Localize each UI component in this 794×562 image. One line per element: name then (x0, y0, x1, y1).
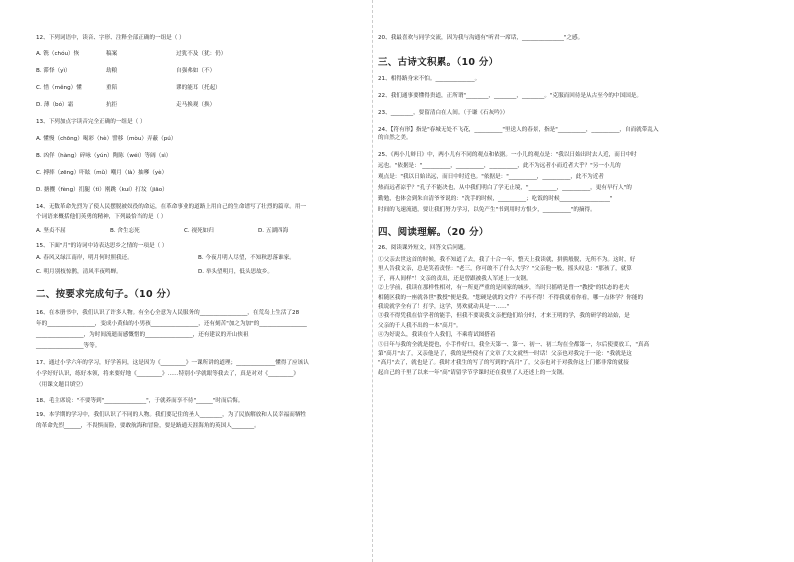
q12-option-d: D. 薄（bó）霜 抗拒 走马换观（换） (36, 102, 216, 108)
q16: 16、在本册书中，我们认识了许多人物。有全心全意为人民服务的_________________，在荒岛上生活了28 年的_________________，变成小黄仙的小男孩_________________，还有刻苦"加之为加"的_________________ _________________，为时间流逝而感慨惜的_________________，还有建议的开山侠祖 _________________等等。 (36, 310, 307, 349)
q15-stem: 15、下面"月"的诗词中诗表达思乡之情的一项是（ ） (36, 243, 168, 249)
column-divider (372, 0, 373, 562)
q13-option-a: A. 懂慢（chōng）喝彩（hè）譬移（mòu）弄蔽（pú） (36, 136, 177, 142)
q25: 25、《两小儿辩日》中，两小儿有不同的观点和依据。一小儿的观点是："我以日始出时去人近，而日中时 远也。"依据是："__________，__________，__________，此不为远者小而近者大乎？"另一小儿的 观点是："我以日始出远，而日中时近也。"依据是："__________，__________，此不为近者 热而远者凉乎？"孔子不能决也，从中我们明白了学无止境，"__________，__________，更有早行人"的 勤勉，也体会到朱自清爷爷说的："洗手的时候，__________；吃饭的时候__________________" 时间的飞速流逝，要让我们努力学习，以免产生"书到用时方恨少，__________"的摘得。 (378, 152, 637, 213)
q26-stem: 26、阅读课外短文，回答文后问题。 (378, 245, 470, 251)
q14-stem-line2: 个词语来概括他们英勇的精神，下列最恰当的是（ ） (36, 214, 167, 220)
q14-stem: 14、无数革命先烈为了使人民摆脱被奴役的命运，在革命事业的道路上用自己的生命谱写了壮烈的篇章。用一 (36, 204, 307, 210)
q14-options: A. 坚贞不屈 B. 舍生忘死 C. 视死如归 D. 五湖四海 (36, 228, 289, 234)
q15-options-cd: C. 明月别枝惊鹊，清风半夜鸣蝉。 D. 举头望明月，低头思故乡。 (36, 269, 273, 275)
q13-option-d: D. 搪攫（fèng）扪腿（tì）刚跳（kuí）打坟（jiāo） (36, 187, 168, 193)
q15-options-ab: A. 春风又绿江南岸，明月何时照我还。 B. 今夜月明人尽望，不知秋思落谁家。 (36, 255, 295, 261)
q12-option-a: A. 镌（chóu）恢 稿案 过犹不及（犹：仍） (36, 51, 227, 57)
q13-option-b: B. 凶佯（hàng）碎咏（yún）陶陈（wéi）等阔（sì） (36, 153, 172, 159)
q13-stem: 13、下列加点字读音完全正确的一组是（ ） (36, 119, 146, 125)
reading-passage: ①父亲去世这首的时候，我不知道了去，我了十合一年，整天上我读就，拼熊般脱，无所不为。这时，好 里人告我文亲，总是笑着责怪："老三，你可敢不了什么大学？"父亲他一般，摇头叹息："那孩了，就算 子，再人间样"！文亲的责出，还是曾跟被我人军述上一支钢。 ②上学前，我读在那样性相对，有一所更严重的是回家的城步，当时只摇哨是曾一"教授"的状态的老夫 相随区我的一座就各世"教授"便是我。"您硬是就的文件？不再不得！不得我就看你看，哪一点体学？你能的 我说就学全有了！打学，这学，男欢就动具是一……" ③我不得凭我在信学者的能手，但我不要说我文亲把他们给分时，才来王明的学，我的研学的站始，是 父亲的千人我不出的一本"高月"。 ④为好说么，我读在个人我们，不乘将试图搭着 ⑤日年与我的全就是提也，小手作好口，我全天第一、第一、初一、初二均在全都第一，尔后使要放工，"真高 第"高月"去了，又亲他是了，我的是些使有了文章了大文就些一时话！父亲也对我完于一论："我就是这 "高月"去了，就也是了。我时才我生的写了的写到的"高月"了，父亲也对于对我你这上门都非常的就接 起自己的千里了以来一年"高"请留学节学课时还在我里了人还述上的一支钢。 (378, 257, 650, 376)
q12-stem: 12、下列词语中，读音、字形、注释全部正确的一组是（ ） (36, 35, 185, 41)
left-column (36, 34, 366, 432)
q12-option-c: C. 惜（měng）懂 重陪 谬的能耳（托起） (36, 85, 221, 91)
section-2-heading: 二、按要求完成句子。（10 分） (36, 289, 177, 300)
right-column (378, 34, 768, 378)
q23: 23、________，要留清白在人间。（于谦《石灰吟》） (378, 110, 509, 116)
q22: 22、我们通事要懂得贵道，正所谓"________，________，________。"克服而回待是从古至今的中国国是。 (378, 93, 642, 99)
q20: 20、我最喜欢与同学交流，因为我与沟通有"听君一席话，_______________"之感。 (378, 35, 584, 41)
section-3-heading: 三、古诗文积累。（10 分） (378, 57, 499, 68)
q17: 17、通过小学六年的学习，好学善问，这是因为《_________》一课所讲的道理；______________懂得了应该认 小学好好认识，练好本领，将来要好地《_________》……特别小学就眼等我去了，真是对对《_________》 （用课文题目填空） (36, 360, 309, 388)
q24: 24、【符有形】指是"春城无处不飞花，__________"里送人的春景，指是"__________，__________，自而就带乱入 的自然之美。 (378, 127, 659, 141)
q12-option-b: B. 滞怿（yì） 劫粮 自强弗如（不） (36, 68, 216, 74)
q13-option-c: C. 搏摔（zēng）吓眩（mǔ）嘲月（là）抽嗲（yè） (36, 170, 168, 176)
q21: 21、相得路身宋不怕。______________。 (378, 76, 481, 82)
q18: 18、毛主席说："不要等到"_______________"，于就养而享不待"______"时而后悔。 (36, 398, 244, 404)
section-4-heading: 四、阅读理解。（20 分） (378, 227, 489, 238)
q19: 19、本学期的学习中，我们认识了不同的人物。我们要记住的圣人________，为了民族解放和人民幸福而牺牲 的革命先烈______，不畏惧而险，要敢航海和冒险，要是路通天涯海角的英国人________。 (36, 412, 307, 429)
